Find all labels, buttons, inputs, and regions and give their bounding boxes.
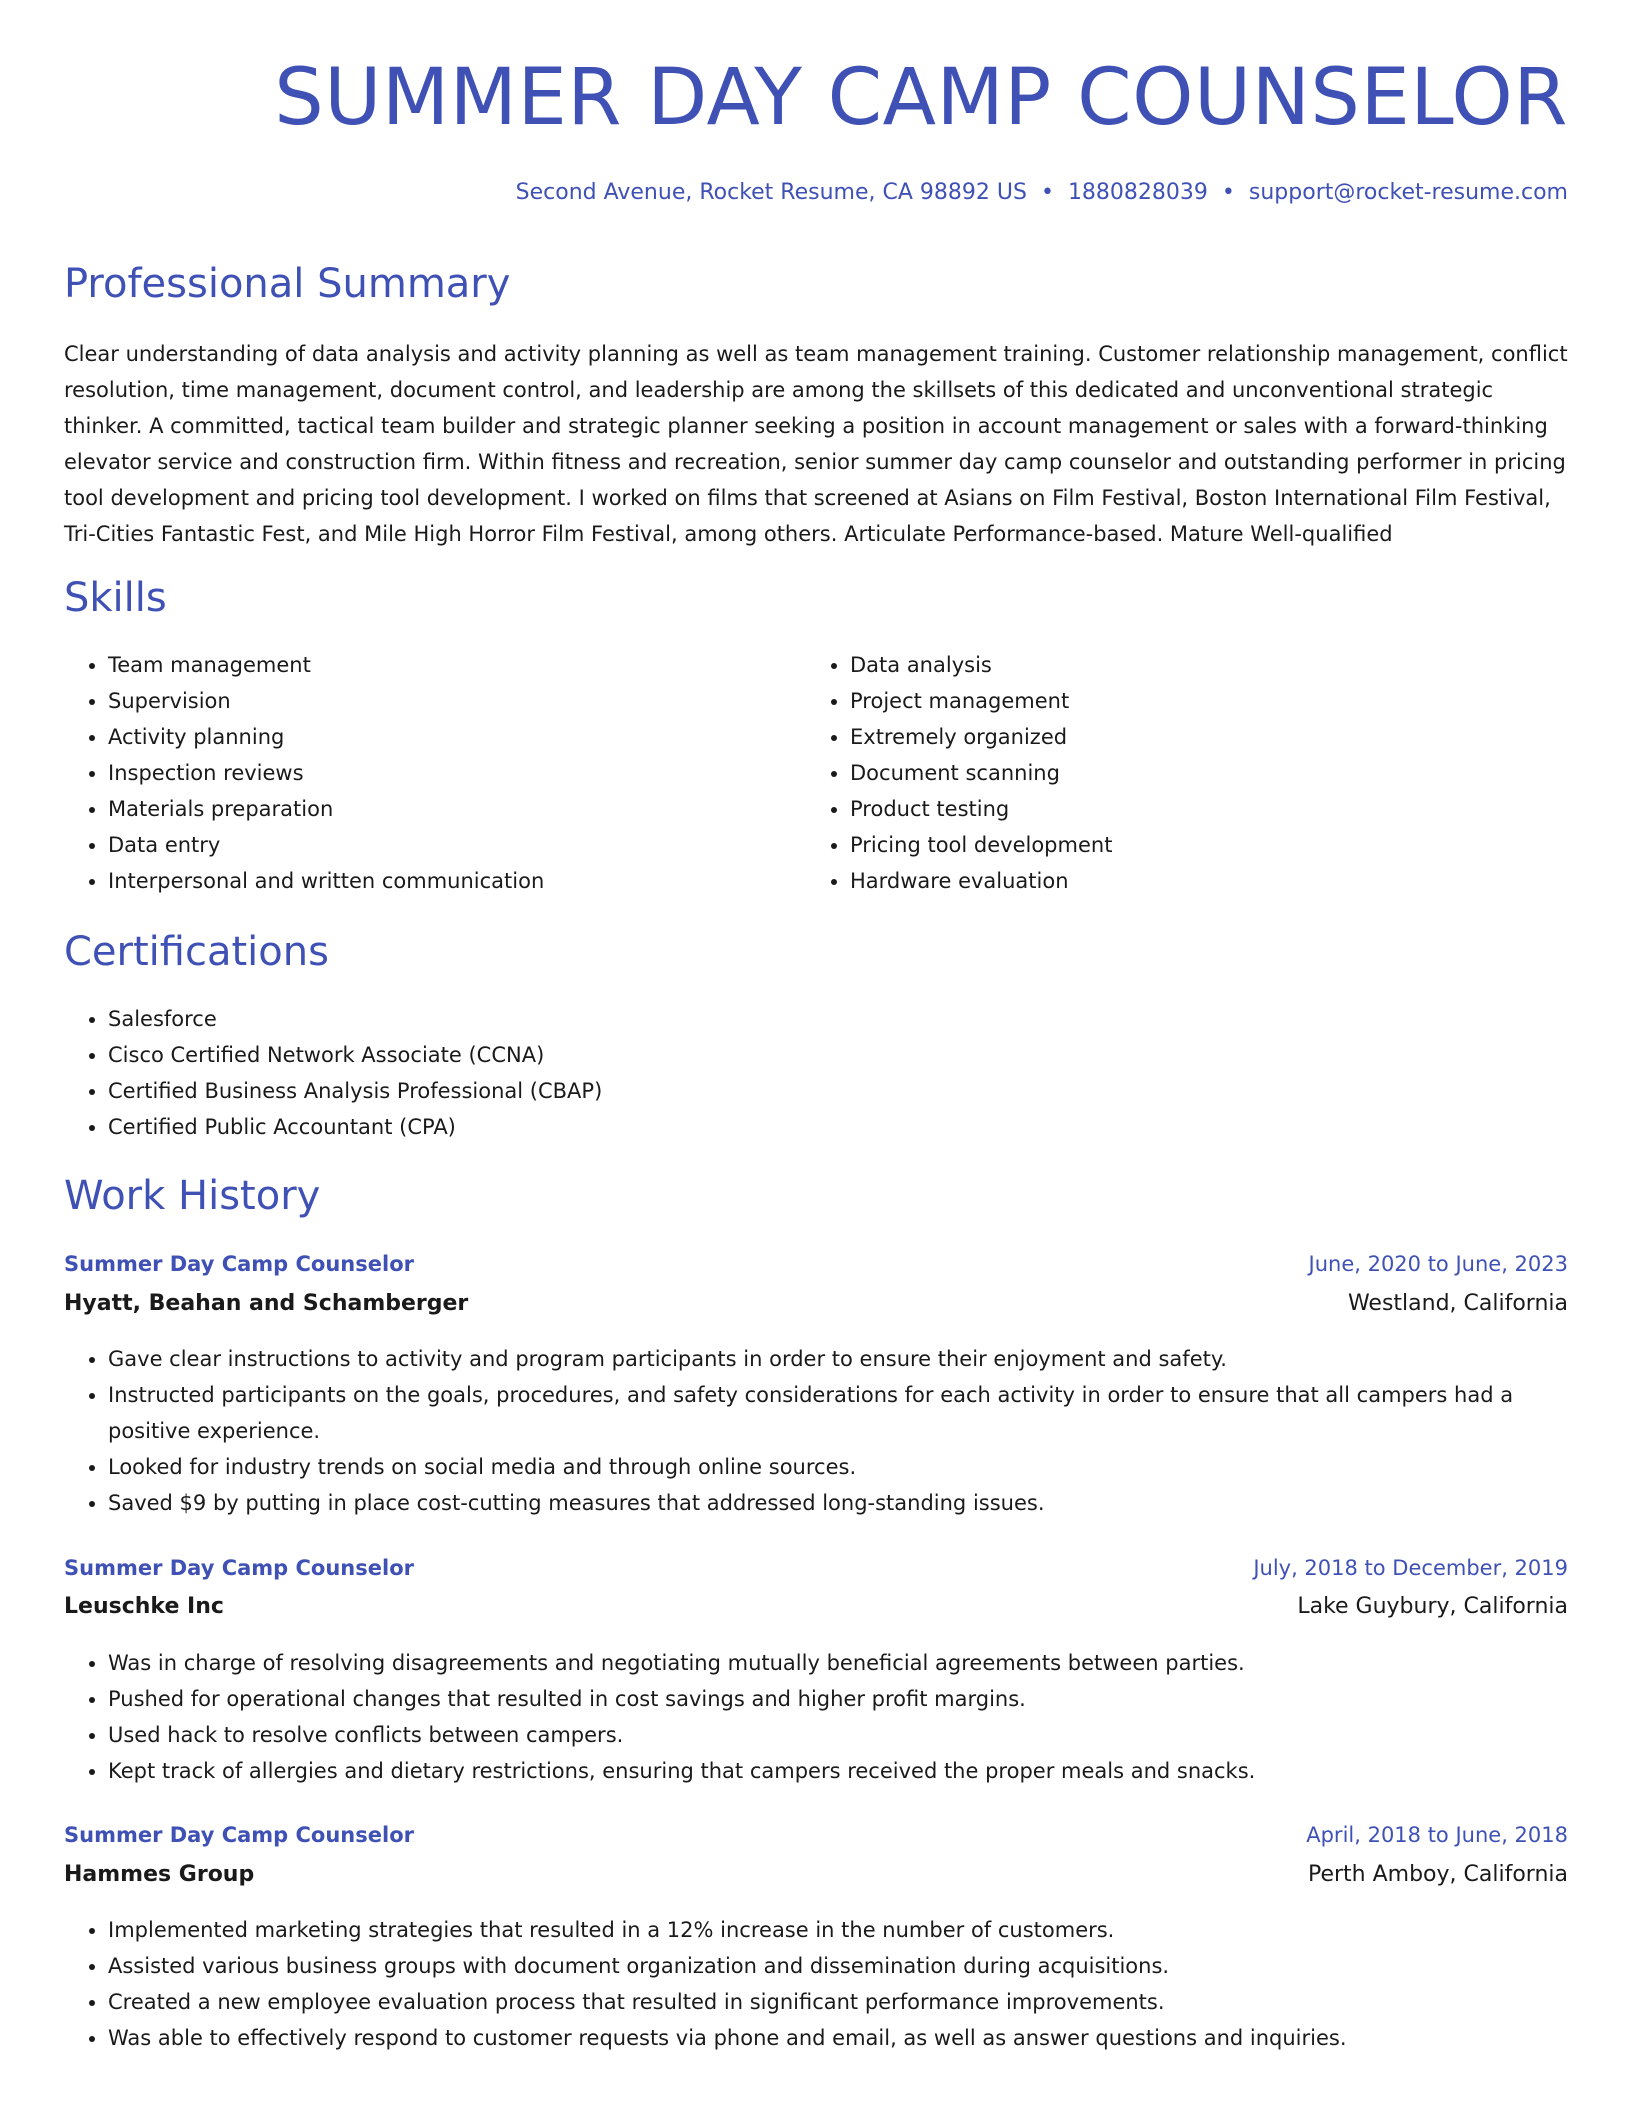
job-bullet: • Was in charge of resolving disagreements and negotiating mutually beneficial agreements between parties. xyxy=(108,1645,1568,1681)
skill-item: • Inspection reviews xyxy=(108,755,808,791)
skill-item: • Document scanning xyxy=(850,755,1550,791)
certification-item: • Certified Public Accountant (CPA) xyxy=(108,1109,1568,1145)
job-bullet: • Saved $9 by putting in place cost-cutting measures that addressed long-standing issues. xyxy=(108,1485,1568,1521)
job-bullet: • Used hack to resolve conflicts between campers. xyxy=(108,1717,1568,1753)
contact-line xyxy=(516,180,1568,205)
contact-separator: • xyxy=(1040,180,1054,205)
certification-item: • Salesforce xyxy=(108,1001,1568,1037)
job-dates: July, 2018 to December, 2019 xyxy=(1253,1556,1568,1580)
skill-item: • Materials preparation xyxy=(108,791,808,827)
certifications-list xyxy=(64,1001,1568,1145)
job-company: Hyatt, Beahan and Schamberger xyxy=(64,1291,469,1316)
skill-item: • Project management xyxy=(850,683,1550,719)
job-location: Lake Guybury, California xyxy=(1297,1594,1568,1619)
job-title: Summer Day Camp Counselor xyxy=(64,1252,414,1276)
certification-item: • Certified Business Analysis Professional (CBAP) xyxy=(108,1073,1568,1109)
job-bullet: • Pushed for operational changes that resulted in cost savings and higher profit margins. xyxy=(108,1681,1568,1717)
job-bullet: • Looked for industry trends on social media and through online sources. xyxy=(108,1449,1568,1485)
section-heading-work-history: Work History xyxy=(64,1173,321,1219)
job-title: Summer Day Camp Counselor xyxy=(64,1823,414,1847)
skills-list-right xyxy=(806,647,1550,899)
job-location: Perth Amboy, California xyxy=(1307,1862,1568,1887)
contact-email[interactable]: support@rocket-resume.com xyxy=(1248,180,1568,205)
contact-address: Second Avenue, Rocket Resume, CA 98892 US xyxy=(515,180,1027,205)
resume-title: SUMMER DAY CAMP COUNSELOR xyxy=(274,53,1568,143)
skills-list-left xyxy=(64,647,808,899)
job-bullet: • Gave clear instructions to activity and program participants in order to ensure their enjoyment and safety. xyxy=(108,1341,1568,1377)
job-bullet: • Created a new employee evaluation process that resulted in significant performance improvements. xyxy=(108,1984,1568,2020)
job-bullet-list xyxy=(64,1912,1568,2056)
job-title: Summer Day Camp Counselor xyxy=(64,1556,414,1580)
job-company: Hammes Group xyxy=(64,1862,255,1887)
job-bullet-list xyxy=(64,1645,1568,1789)
job-company: Leuschke Inc xyxy=(64,1594,224,1619)
section-heading-summary: Professional Summary xyxy=(64,261,511,307)
skill-item: • Activity planning xyxy=(108,719,808,755)
skill-item: • Extremely organized xyxy=(850,719,1550,755)
skill-item: • Pricing tool development xyxy=(850,827,1550,863)
skill-item: • Hardware evaluation xyxy=(850,863,1550,899)
job-location: Westland, California xyxy=(1347,1291,1568,1316)
contact-phone: 1880828039 xyxy=(1067,180,1208,205)
job-bullet: • Implemented marketing strategies that resulted in a 12% increase in the number of customers. xyxy=(108,1912,1568,1948)
job-dates: April, 2018 to June, 2018 xyxy=(1306,1823,1568,1847)
skill-item: • Interpersonal and written communication xyxy=(108,863,808,899)
section-heading-certifications: Certifications xyxy=(64,929,329,975)
skill-item: • Team management xyxy=(108,647,808,683)
skill-item: • Supervision xyxy=(108,683,808,719)
job-bullet: • Was able to effectively respond to customer requests via phone and email, as well as answer questions and inquiries. xyxy=(108,2020,1568,2056)
job-bullet: • Kept track of allergies and dietary restrictions, ensuring that campers received the proper meals and snacks. xyxy=(108,1753,1568,1789)
job-bullet: • Instructed participants on the goals, procedures, and safety considerations for each activity in order to ensure that all campers had a positive experience. xyxy=(108,1377,1568,1449)
section-heading-skills: Skills xyxy=(64,575,167,621)
job-dates: June, 2020 to June, 2023 xyxy=(1308,1252,1568,1276)
skill-item: • Data analysis xyxy=(850,647,1550,683)
job-bullet-list xyxy=(64,1341,1568,1521)
summary-text: Clear understanding of data analysis and activity planning as well as team management training. Customer relationship management, conflict resolution, time management, document control, and leadership are among the skillsets of this dedicated and unconventional strategic thinker. A committed, tactical team builder and strategic planner seeking a position in account management or sales with a forward-thinking elevator service and construction firm. Within fitness and recreation, senior summer day camp counselor and outstanding performer in pricing tool development and pricing tool development. I worked on films that screened at Asians on Film Festival, Boston International Film Festival, Tri-Cities Fantastic Fest, and Mile High Horror Film Festival, among others. Articulate Performance-based. Mature Well-qualified xyxy=(64,342,1568,546)
contact-separator: • xyxy=(1221,180,1235,205)
skill-item: • Product testing xyxy=(850,791,1550,827)
job-bullet: • Assisted various business groups with document organization and dissemination during acquisitions. xyxy=(108,1948,1568,1984)
certification-item: • Cisco Certified Network Associate (CCNA) xyxy=(108,1037,1568,1073)
skill-item: • Data entry xyxy=(108,827,808,863)
